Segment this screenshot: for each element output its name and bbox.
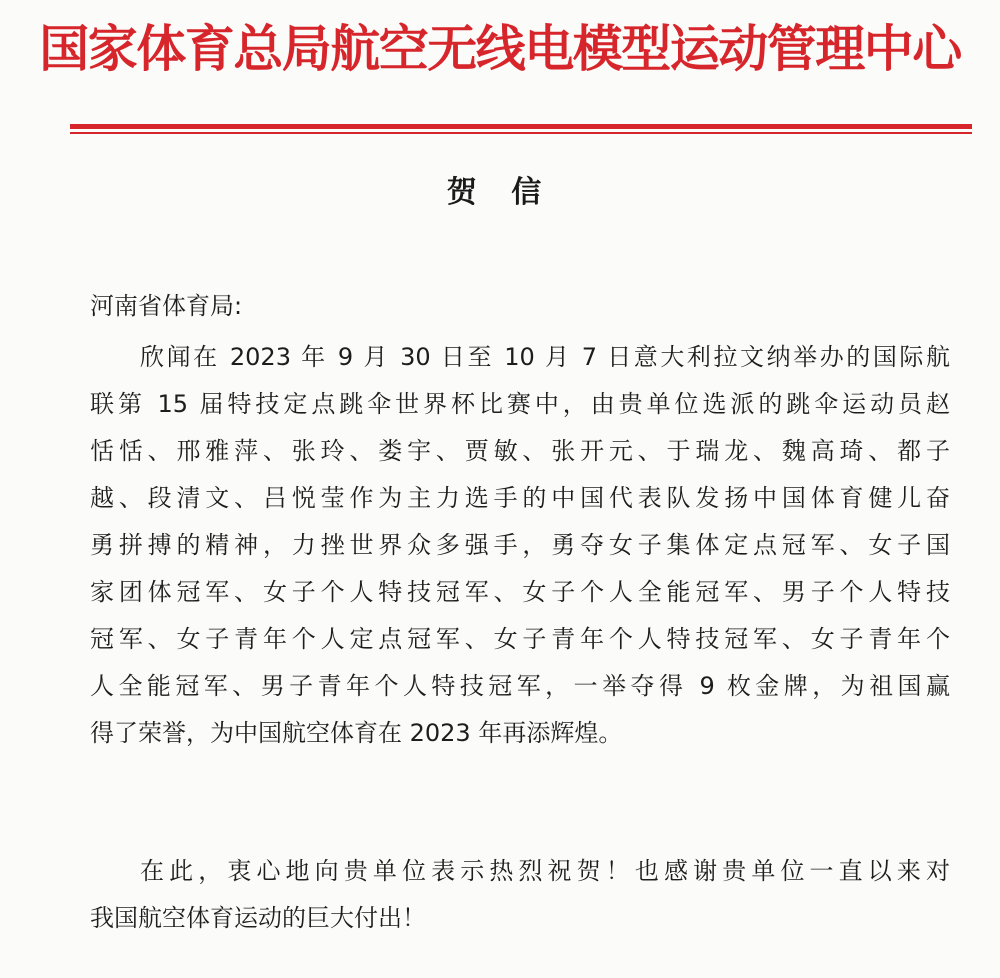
salutation: 河南省体育局: (90, 292, 243, 320)
paragraph-line: 在此，衷心地向贵单位表示热烈祝贺！也感谢贵单位一直以来对 (140, 857, 950, 885)
paragraph-line: 人全能冠军、男子青年个人特技冠军，一举夺得 9 枚金牌，为祖国赢 (90, 672, 950, 700)
paragraph-line: 冠军、女子青年个人定点冠军、女子青年个人特技冠军、女子青年个 (90, 625, 950, 653)
paragraph-line: 勇拼搏的精神，力挫世界众多强手，勇夺女子集体定点冠军、女子国 (90, 531, 950, 559)
paragraph-line: 我国航空体育运动的巨大付出！ (90, 904, 426, 932)
paragraph-line: 欣闻在 2023 年 9 月 30 日至 10 月 7 日意大利拉文纳举办的国际航 (140, 343, 950, 371)
letterhead-divider-thick (70, 124, 972, 129)
letterhead-organization-name: 国家体育总局航空无线电模型运动管理中心 (39, 19, 961, 78)
paragraph-line: 越、段清文、吕悦莹作为主力选手的中国代表队发扬中国体育健儿奋 (90, 484, 950, 512)
letterhead-divider-thin (70, 132, 972, 134)
paragraph-line: 得了荣誉，为中国航空体育在 2023 年再添辉煌。 (90, 719, 623, 747)
paragraph-line: 家团体冠军、女子个人特技冠军、女子个人全能冠军、男子个人特技 (90, 578, 950, 606)
document-title: 贺 信 (446, 175, 554, 210)
paragraph-line: 联第 15 届特技定点跳伞世界杯比赛中，由贵单位选派的跳伞运动员赵 (90, 390, 950, 418)
paragraph-congratulations (90, 334, 950, 757)
paragraph-thanks (90, 848, 950, 942)
paragraph-line: 恬恬、邢雅萍、张玲、娄宇、贾敏、张开元、于瑞龙、魏高琦、都子 (90, 437, 950, 465)
